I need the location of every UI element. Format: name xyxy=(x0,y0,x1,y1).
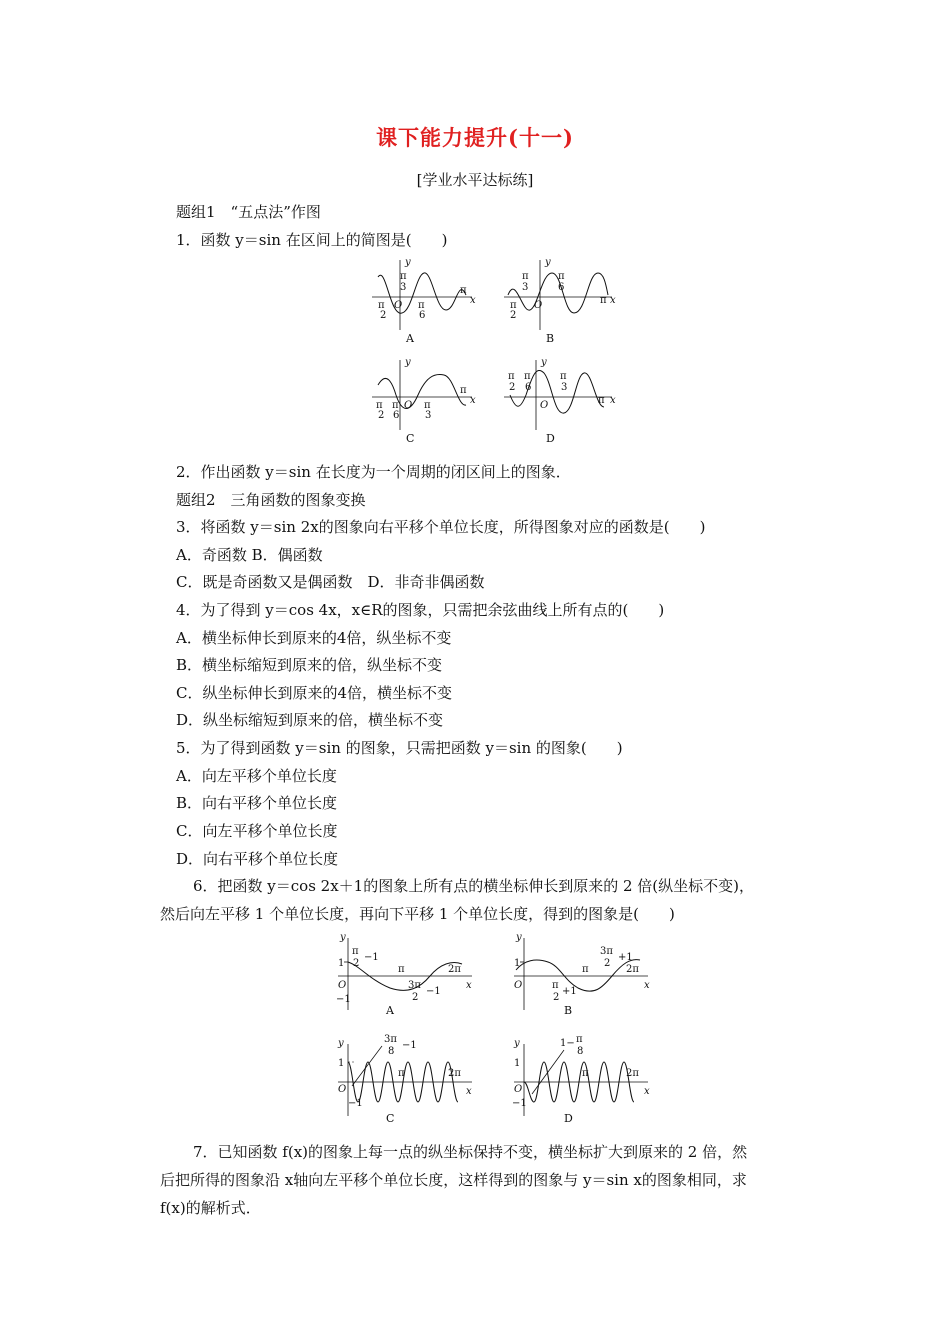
graph6-b-tick-a-shift: +1 xyxy=(562,986,577,997)
graph-a-y-label: y xyxy=(405,257,411,268)
graph6-b-y-label: y xyxy=(516,932,522,943)
question-6-figure xyxy=(330,930,660,1130)
graph-d-tick-3: π xyxy=(524,371,531,382)
graph6-b-tick-a-den: 2 xyxy=(553,992,560,1003)
graph-c-tick-5: π xyxy=(424,400,431,411)
graph-a-tick-1: π xyxy=(400,271,407,282)
graph6-c-tick-a-den: 8 xyxy=(388,1046,395,1057)
section-subtitle: [学业水平达标练] xyxy=(416,171,534,189)
graph-a-tick-4: 2 xyxy=(380,310,387,321)
question-4-option-a: A．横坐标伸长到原来的4倍，纵坐标不变 xyxy=(176,629,452,647)
graph-b-tick-5: π xyxy=(510,300,517,311)
graph-a-tick-2: 3 xyxy=(400,282,407,293)
graph6-c-tick-a-shift: −1 xyxy=(402,1040,417,1051)
graph6-b-tick-d: 3π xyxy=(600,946,613,957)
graph-a-x-label: x xyxy=(470,295,476,306)
graph-d-tick-6: 3 xyxy=(561,382,568,393)
graph6-c-neg-one: −1 xyxy=(348,1098,363,1109)
question-2: 2．作出函数 y＝sin 在长度为一个周期的闭区间上的图象． xyxy=(176,463,571,481)
question-5-option-b: B．向右平移个单位长度 xyxy=(176,794,338,812)
graph-b-origin: O xyxy=(534,300,543,311)
graph-b-tick-2: 3 xyxy=(522,282,529,293)
graph6-d-neg-one: −1 xyxy=(512,1098,527,1109)
graph6-a-tick-d: 3π xyxy=(408,980,421,991)
graph-a-origin: O xyxy=(394,300,403,311)
graph-b xyxy=(504,257,616,345)
graph-c-tick-1: π xyxy=(376,400,383,411)
graph6-c-y-label: y xyxy=(338,1038,344,1049)
question-5: 5．为了得到函数 y＝sin 的图象，只需把函数 y＝sin 的图象( ) xyxy=(176,739,623,757)
group-heading-1: 题组1 “五点法”作图 xyxy=(176,203,321,221)
graph6-d-tick-a-den: 8 xyxy=(577,1046,584,1057)
graph6-d-x-label: x xyxy=(644,1086,650,1097)
page-title: 课下能力提升(十一) xyxy=(376,125,574,150)
graph-d-label: D xyxy=(546,432,555,445)
graph-c-tick-2: 2 xyxy=(378,410,385,421)
question-4: 4．为了得到 y＝cos 4x，x∈R的图象，只需把余弦曲线上所有点的( ) xyxy=(176,601,665,619)
graph-d-tick-1: π xyxy=(508,371,515,382)
question-3: 3．将函数 y＝sin 2x的图象向右平移个单位长度，所得图象对应的函数是( ) xyxy=(176,518,706,536)
graph-a-tick-6: 6 xyxy=(419,310,426,321)
question-1-figure xyxy=(360,255,630,455)
question-6-line-2: 然后向左平移 1 个单位长度，再向下平移 1 个单位长度，得到的图象是( ) xyxy=(160,905,675,923)
graph-d-origin: O xyxy=(540,400,549,411)
graph6-a-tick-a: π xyxy=(352,946,359,957)
graph-a-tick-7: π xyxy=(460,285,467,296)
graph-d-tick-2: 2 xyxy=(509,382,516,393)
question-3-option-cd: C．既是奇函数又是偶函数 D．非奇非偶函数 xyxy=(176,573,485,591)
graph6-c-one: 1 xyxy=(338,1058,345,1069)
graph-d-x-label: x xyxy=(610,395,616,406)
question-4-option-b: B．横坐标缩短到原来的倍，纵坐标不变 xyxy=(176,656,443,674)
graph-c-tick-4: 6 xyxy=(393,410,400,421)
graph6-c-label: C xyxy=(386,1112,395,1125)
graph6-b-x-label: x xyxy=(644,980,650,991)
question-7-line-1: 7．已知函数 f(x)的图象上每一点的纵坐标保持不变，横坐标扩大到原来的 2 倍，然 xyxy=(193,1143,748,1161)
graph6-a-label: A xyxy=(386,1004,394,1017)
graph6-c xyxy=(337,1034,472,1125)
graph-b-y-label: y xyxy=(545,257,551,268)
question-6-line-1: 6．把函数 y＝cos 2x＋1的图象上所有点的横坐标伸长到原来的 2 倍(纵坐标不变)， xyxy=(193,877,755,895)
graph-b-tick-4: 6 xyxy=(558,282,565,293)
graph-a xyxy=(372,257,476,345)
graph-d-tick-7: π xyxy=(598,395,605,406)
graph6-a-tick-pi: π xyxy=(398,964,405,975)
graph6-a-y-label: y xyxy=(340,932,346,943)
graph6-b-origin: O xyxy=(514,980,523,991)
graph6-d-tick-pi: π xyxy=(582,1068,589,1079)
graph-b-tick-6: 2 xyxy=(510,310,517,321)
graph6-b-tick-d-shift: +1 xyxy=(618,952,633,963)
graph6-b-tick-a: π xyxy=(552,980,559,991)
question-7-line-2: 后把所得的图象沿 x轴向左平移个单位长度，这样得到的图象与 y＝sin x的图象相同，求 xyxy=(160,1171,747,1189)
group-heading-2: 题组2 三角函数的图象变换 xyxy=(176,491,366,509)
graph-b-tick-3: π xyxy=(558,271,565,282)
graph-d-tick-5: π xyxy=(560,371,567,382)
graph-c-y-label: y xyxy=(405,357,411,368)
q1-graphs xyxy=(360,255,630,455)
graph-c xyxy=(372,357,476,445)
graph-d xyxy=(504,357,616,445)
graph-c-x-label: x xyxy=(470,395,476,406)
question-1: 1．函数 y＝sin 在区间上的简图是( ) xyxy=(176,231,448,249)
graph6-d-tick-a-num: π xyxy=(576,1034,583,1045)
graph6-d-label: D xyxy=(564,1112,573,1125)
graph-d-y-label: y xyxy=(541,357,547,368)
graph6-c-tick-2pi: 2π xyxy=(448,1068,461,1079)
graph6-b-label: B xyxy=(564,1004,573,1017)
graph6-b xyxy=(514,932,650,1017)
graph6-a-tick-a-den: 2 xyxy=(353,958,360,969)
graph6-d-y-label: y xyxy=(514,1038,520,1049)
graph6-c-x-label: x xyxy=(466,1086,472,1097)
graph6-c-origin: O xyxy=(338,1084,347,1095)
question-7-line-3: f(x)的解析式． xyxy=(160,1199,261,1217)
graph-d-tick-4: 6 xyxy=(525,382,532,393)
graph6-c-tick-pi: π xyxy=(398,1068,405,1079)
graph6-d-tick-a: 1− xyxy=(560,1038,575,1049)
graph-c-tick-6: 3 xyxy=(425,410,432,421)
graph-a-label: A xyxy=(406,332,414,345)
q6-graphs xyxy=(330,930,660,1130)
graph-c-origin: O xyxy=(404,400,413,411)
question-3-option-ab: A．奇函数 B．偶函数 xyxy=(176,546,323,564)
graph6-a-neg-one: −1 xyxy=(336,994,351,1005)
graph6-a-tick-d-den: 2 xyxy=(412,992,419,1003)
graph6-a-tick-2pi: 2π xyxy=(448,964,461,975)
graph6-d-origin: O xyxy=(514,1084,523,1095)
graph6-a-one: 1 xyxy=(338,958,345,969)
question-5-option-a: A．向左平移个单位长度 xyxy=(176,767,337,785)
graph6-b-tick-d-den: 2 xyxy=(604,958,611,969)
graph6-d xyxy=(512,1034,650,1125)
graph-b-tick-7: π xyxy=(600,295,607,306)
question-5-option-d: D．向右平移个单位长度 xyxy=(176,850,339,868)
graph-b-tick-1: π xyxy=(522,271,529,282)
graph6-b-one: 1 xyxy=(514,958,521,969)
graph-c-tick-7: π xyxy=(460,385,467,396)
graph-c-label: C xyxy=(406,432,415,445)
graph6-a-x-label: x xyxy=(466,980,472,991)
graph6-a-origin: O xyxy=(338,980,347,991)
question-4-option-c: C．纵坐标伸长到原来的4倍，横坐标不变 xyxy=(176,684,453,702)
graph6-c-tick-a: 3π xyxy=(384,1034,397,1045)
graph6-a-tick-d-shift: −1 xyxy=(426,986,441,997)
graph-b-label: B xyxy=(546,332,555,345)
graph6-a-tick-a-shift: −1 xyxy=(364,952,379,963)
graph-b-x-label: x xyxy=(610,295,616,306)
graph6-b-tick-pi: π xyxy=(582,964,589,975)
question-4-option-d: D．纵坐标缩短到原来的倍，横坐标不变 xyxy=(176,711,444,729)
graph-c-tick-3: π xyxy=(392,400,399,411)
graph-a-tick-5: π xyxy=(418,300,425,311)
graph6-d-tick-2pi: 2π xyxy=(626,1068,639,1079)
graph6-d-one: 1 xyxy=(514,1058,521,1069)
question-5-option-c: C．向左平移个单位长度 xyxy=(176,822,338,840)
graph-a-tick-3: π xyxy=(378,300,385,311)
graph6-a xyxy=(336,932,472,1017)
graph6-b-tick-2pi: 2π xyxy=(626,964,639,975)
